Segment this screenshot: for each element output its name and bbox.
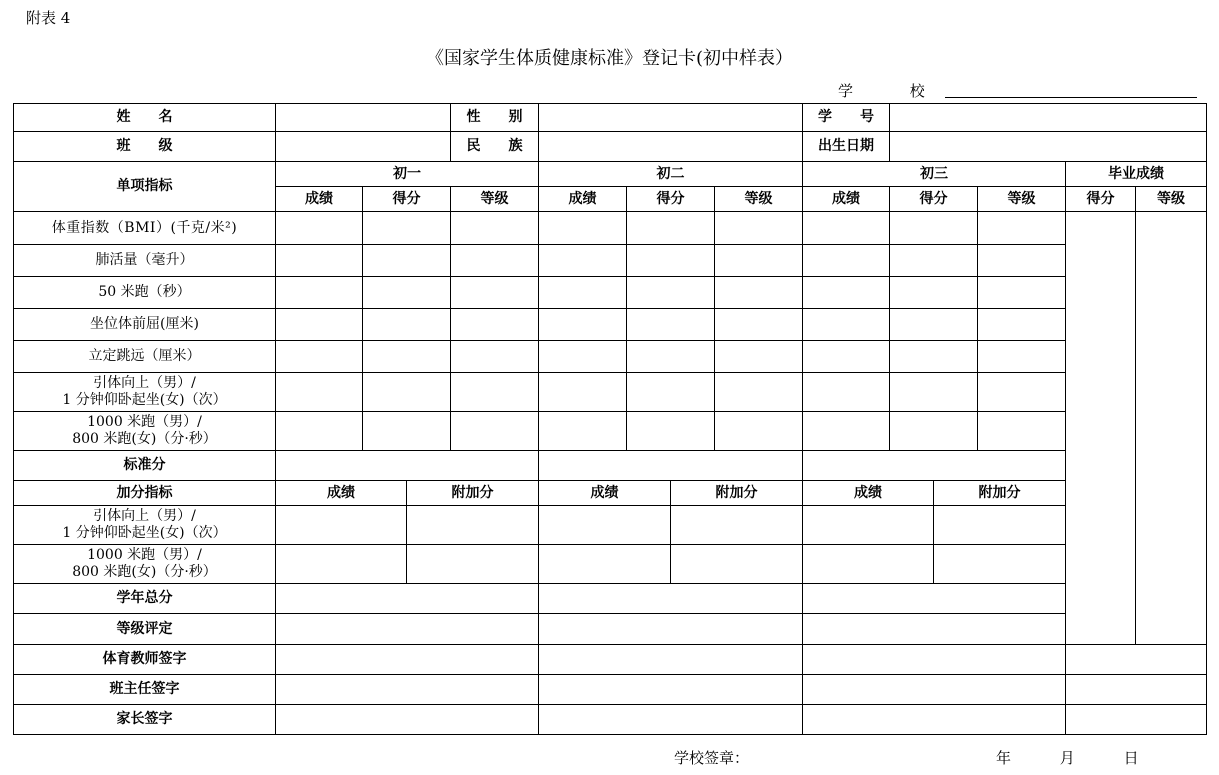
score-cell[interactable] [276, 212, 363, 245]
bonus-score-cell[interactable] [539, 545, 671, 584]
level-cell[interactable] [715, 277, 803, 309]
indicator-line-1: 引体向上（男）/ [93, 375, 196, 392]
level-cell[interactable] [978, 212, 1066, 245]
level-cell[interactable] [451, 373, 539, 412]
score-cell[interactable] [539, 341, 627, 373]
bonus-extra-header: 附加分 [934, 481, 1066, 506]
points-cell[interactable] [890, 309, 978, 341]
student-no-field[interactable] [890, 104, 1207, 132]
bonus-extra-cell[interactable] [407, 506, 539, 545]
parent-sign-cell-3[interactable] [803, 705, 1066, 735]
level-cell[interactable] [451, 309, 539, 341]
head-teacher-sign-cell-3[interactable] [803, 675, 1066, 705]
year-total-cell-1[interactable] [276, 584, 539, 614]
grade-rating-cell-3[interactable] [803, 614, 1066, 645]
points-cell[interactable] [890, 277, 978, 309]
bonus-extra-cell[interactable] [671, 545, 803, 584]
graduation-header: 毕业成绩 [1066, 162, 1207, 187]
level-cell[interactable] [451, 412, 539, 451]
bonus-score-cell[interactable] [276, 506, 407, 545]
points-cell[interactable] [890, 373, 978, 412]
level-cell[interactable] [978, 277, 1066, 309]
bonus-item-pullup-situp [14, 506, 276, 545]
score-cell[interactable] [539, 277, 627, 309]
indicator-line-1: 1000 米跑（男）/ [87, 414, 202, 431]
points-cell[interactable] [363, 245, 451, 277]
standard-score-cell-1[interactable] [276, 451, 539, 481]
score-cell[interactable] [803, 212, 890, 245]
level-cell[interactable] [451, 341, 539, 373]
ethnicity-label: 民 族 [451, 132, 539, 162]
level-cell[interactable] [715, 412, 803, 451]
standard-score-cell-3[interactable] [803, 451, 1066, 481]
school-field[interactable] [945, 97, 1197, 98]
standard-score-label: 标准分 [14, 451, 276, 481]
subheader-points: 得分 [363, 187, 451, 212]
points-cell[interactable] [363, 309, 451, 341]
points-cell[interactable] [890, 245, 978, 277]
points-cell[interactable] [890, 212, 978, 245]
date-line [996, 747, 1183, 768]
points-cell[interactable] [627, 412, 715, 451]
bonus-score-header: 成绩 [276, 481, 407, 506]
subheader-score: 成绩 [539, 187, 627, 212]
indicator-label-pullup-situp [14, 373, 276, 412]
points-cell[interactable] [363, 373, 451, 412]
level-cell[interactable] [978, 341, 1066, 373]
bonus-score-cell[interactable] [803, 506, 934, 545]
bonus-extra-cell[interactable] [934, 506, 1066, 545]
level-cell[interactable] [451, 277, 539, 309]
year-total-cell-2[interactable] [539, 584, 803, 614]
registration-card-table [13, 103, 1207, 735]
score-cell[interactable] [539, 245, 627, 277]
score-cell[interactable] [803, 309, 890, 341]
graduation-level-header: 等级 [1136, 187, 1207, 212]
subheader-level: 等级 [978, 187, 1066, 212]
bonus-item-endurance-run [14, 545, 276, 584]
bonus-extra-cell[interactable] [671, 506, 803, 545]
pe-teacher-sign-cell-2[interactable] [539, 645, 803, 675]
standard-score-cell-2[interactable] [539, 451, 803, 481]
birthdate-label: 出生日期 [803, 132, 890, 162]
graduation-points-header: 得分 [1066, 187, 1136, 212]
name-field[interactable] [276, 104, 451, 132]
year-label: 年 [996, 749, 1012, 767]
bonus-score-cell[interactable] [539, 506, 671, 545]
school-label: 学 校 [838, 82, 951, 100]
points-cell[interactable] [627, 245, 715, 277]
level-cell[interactable] [451, 212, 539, 245]
score-cell[interactable] [803, 412, 890, 451]
points-cell[interactable] [627, 341, 715, 373]
graduation-points-cell[interactable] [1066, 212, 1136, 645]
level-cell[interactable] [715, 373, 803, 412]
gender-label: 性 别 [451, 104, 539, 132]
item-header: 单项指标 [14, 162, 276, 212]
points-cell[interactable] [363, 277, 451, 309]
level-cell[interactable] [715, 245, 803, 277]
level-cell[interactable] [715, 309, 803, 341]
points-cell[interactable] [890, 341, 978, 373]
level-cell[interactable] [451, 245, 539, 277]
score-cell[interactable] [803, 341, 890, 373]
parent-sign-cell-graduation[interactable] [1066, 705, 1207, 735]
subheader-score: 成绩 [803, 187, 890, 212]
level-cell[interactable] [978, 412, 1066, 451]
indicator-label-sit-and-reach: 坐位体前屈(厘米) [14, 309, 276, 341]
pe-teacher-sign-cell-1[interactable] [276, 645, 539, 675]
level-cell[interactable] [978, 373, 1066, 412]
score-cell[interactable] [276, 245, 363, 277]
points-cell[interactable] [363, 212, 451, 245]
pe-teacher-sign-label: 体育教师签字 [14, 645, 276, 675]
annex-label: 附表 4 [26, 9, 71, 27]
score-cell[interactable] [539, 309, 627, 341]
month-label: 月 [1059, 749, 1075, 767]
points-cell[interactable] [363, 412, 451, 451]
gender-field[interactable] [539, 104, 803, 132]
points-cell[interactable] [627, 212, 715, 245]
class-label: 班 级 [14, 132, 276, 162]
score-cell[interactable] [276, 373, 363, 412]
subheader-score: 成绩 [276, 187, 363, 212]
indicator-label-long-jump: 立定跳远（厘米） [14, 341, 276, 373]
parent-sign-label: 家长签字 [14, 705, 276, 735]
bonus-line-2: 1 分钟仰卧起坐(女)（次） [62, 525, 227, 541]
grade-rating-cell-1[interactable] [276, 614, 539, 645]
indicator-line-2: 1 分钟仰卧起坐(女)（次） [62, 392, 227, 408]
subheader-level: 等级 [715, 187, 803, 212]
score-cell[interactable] [539, 212, 627, 245]
school-seal-label: 学校签章： [674, 749, 750, 767]
class-field[interactable] [276, 132, 451, 162]
grade-header-2: 初二 [539, 162, 803, 187]
name-label: 姓 名 [14, 104, 276, 132]
bonus-extra-cell[interactable] [934, 545, 1066, 584]
student-no-label: 学 号 [803, 104, 890, 132]
bonus-extra-cell[interactable] [407, 545, 539, 584]
grade-header-3: 初三 [803, 162, 1066, 187]
parent-sign-cell-2[interactable] [539, 705, 803, 735]
points-cell[interactable] [363, 341, 451, 373]
points-cell[interactable] [627, 373, 715, 412]
grade-rating-label: 等级评定 [14, 614, 276, 645]
indicator-label-50m-run: 50 米跑（秒） [14, 277, 276, 309]
year-total-label: 学年总分 [14, 584, 276, 614]
subheader-points: 得分 [627, 187, 715, 212]
year-total-cell-3[interactable] [803, 584, 1066, 614]
points-cell[interactable] [627, 309, 715, 341]
graduation-level-cell[interactable] [1136, 212, 1207, 645]
points-cell[interactable] [627, 277, 715, 309]
indicator-label-bmi: 体重指数（BMI）(千克/米²) [14, 212, 276, 245]
bonus-label: 加分指标 [14, 481, 276, 506]
level-cell[interactable] [715, 212, 803, 245]
score-cell[interactable] [276, 309, 363, 341]
score-cell[interactable] [276, 277, 363, 309]
score-cell[interactable] [539, 412, 627, 451]
page-title: 《国家学生体质健康标准》登记卡(初中样表） [425, 48, 794, 69]
indicator-line-2: 800 米跑(女)（分·秒） [72, 431, 217, 447]
pe-teacher-sign-cell-graduation[interactable] [1066, 645, 1207, 675]
pe-teacher-sign-cell-3[interactable] [803, 645, 1066, 675]
grade-header-1: 初一 [276, 162, 539, 187]
points-cell[interactable] [890, 412, 978, 451]
bonus-score-header: 成绩 [803, 481, 934, 506]
score-cell[interactable] [803, 245, 890, 277]
bonus-score-cell[interactable] [276, 545, 407, 584]
indicator-label-endurance-run [14, 412, 276, 451]
subheader-level: 等级 [451, 187, 539, 212]
head-teacher-sign-label: 班主任签字 [14, 675, 276, 705]
bonus-extra-header: 附加分 [407, 481, 539, 506]
bonus-line-1: 引体向上（男）/ [93, 508, 196, 525]
subheader-points: 得分 [890, 187, 978, 212]
bonus-line-1: 1000 米跑（男）/ [87, 547, 202, 564]
grade-rating-cell-2[interactable] [539, 614, 803, 645]
birthdate-field[interactable] [890, 132, 1207, 162]
ethnicity-field[interactable] [539, 132, 803, 162]
bonus-line-2: 800 米跑(女)（分·秒） [72, 564, 217, 580]
bonus-score-header: 成绩 [539, 481, 671, 506]
head-teacher-sign-cell-graduation[interactable] [1066, 675, 1207, 705]
head-teacher-sign-cell-2[interactable] [539, 675, 803, 705]
level-cell[interactable] [978, 245, 1066, 277]
indicator-label-vital-capacity: 肺活量（毫升） [14, 245, 276, 277]
parent-sign-cell-1[interactable] [276, 705, 539, 735]
score-cell[interactable] [539, 373, 627, 412]
score-cell[interactable] [276, 412, 363, 451]
bonus-score-cell[interactable] [803, 545, 934, 584]
day-label: 日 [1123, 749, 1139, 767]
score-cell[interactable] [276, 341, 363, 373]
head-teacher-sign-cell-1[interactable] [276, 675, 539, 705]
score-cell[interactable] [803, 277, 890, 309]
level-cell[interactable] [978, 309, 1066, 341]
level-cell[interactable] [715, 341, 803, 373]
score-cell[interactable] [803, 373, 890, 412]
bonus-extra-header: 附加分 [671, 481, 803, 506]
